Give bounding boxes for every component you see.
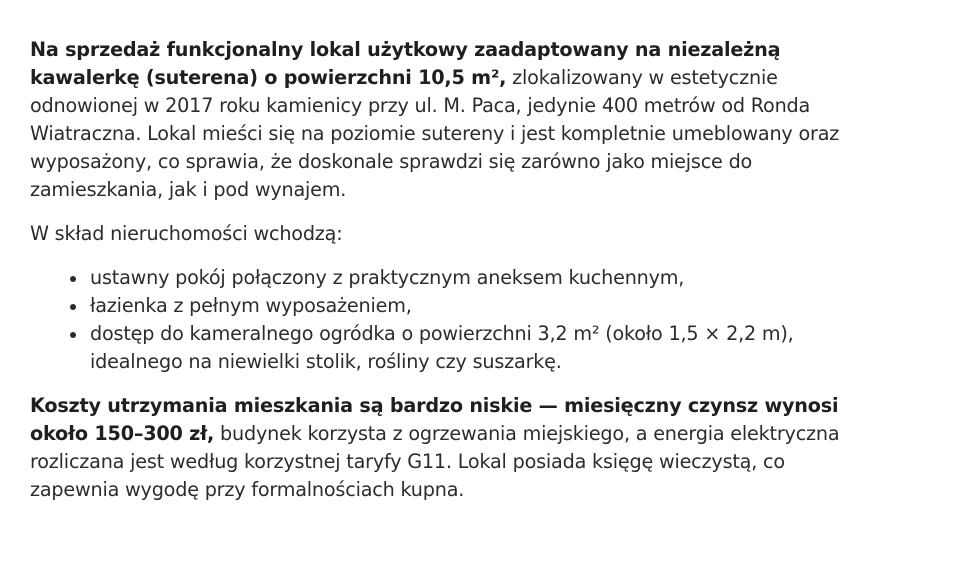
costs-paragraph bbox=[30, 392, 870, 504]
intro-paragraph bbox=[30, 36, 870, 204]
costs-highlight: Koszty utrzymania mieszkania są bardzo niskie — miesięczny czynsz wynosi około 150–300 zł, bbox=[30, 394, 839, 445]
list-item: dostęp do kameralnego ogródka o powierzchni 3,2 m² (około 1,5 × 2,2 m), idealnego na niewielki stolik, rośliny czy suszarkę. bbox=[90, 320, 870, 376]
list-item: łazienka z pełnym wyposażeniem, bbox=[90, 292, 870, 320]
intro-highlight: Na sprzedaż funkcjonalny lokal użytkowy zaadaptowany na niezależną kawalerkę (suterena) o powierzchni 10,5 m², bbox=[30, 38, 781, 89]
listing-description bbox=[30, 36, 870, 520]
composition-list bbox=[30, 264, 870, 376]
costs-text: budynek korzysta z ogrzewania miejskiego, a energia elektryczna rozliczana jest według korzystnej taryfy G11. Lokal posiada księgę wieczystą, co zapewnia wygodę przy formalnościach kupna. bbox=[30, 422, 840, 501]
list-item: ustawny pokój połączony z praktycznym aneksem kuchennym, bbox=[90, 264, 870, 292]
composition-heading: W skład nieruchomości wchodzą: bbox=[30, 222, 343, 245]
intro-text: zlokalizowany w estetycznie odnowionej w 2017 roku kamienicy przy ul. M. Paca, jedynie 400 metrów od Ronda Wiatraczna. Lokal mieści się na poziomie sutereny i jest kompletnie umeblowany oraz wyposażony, co sprawia, że doskonale sprawdzi się zarówno jako miejsce do zamieszkania, jak i pod wynajem. bbox=[30, 66, 840, 201]
